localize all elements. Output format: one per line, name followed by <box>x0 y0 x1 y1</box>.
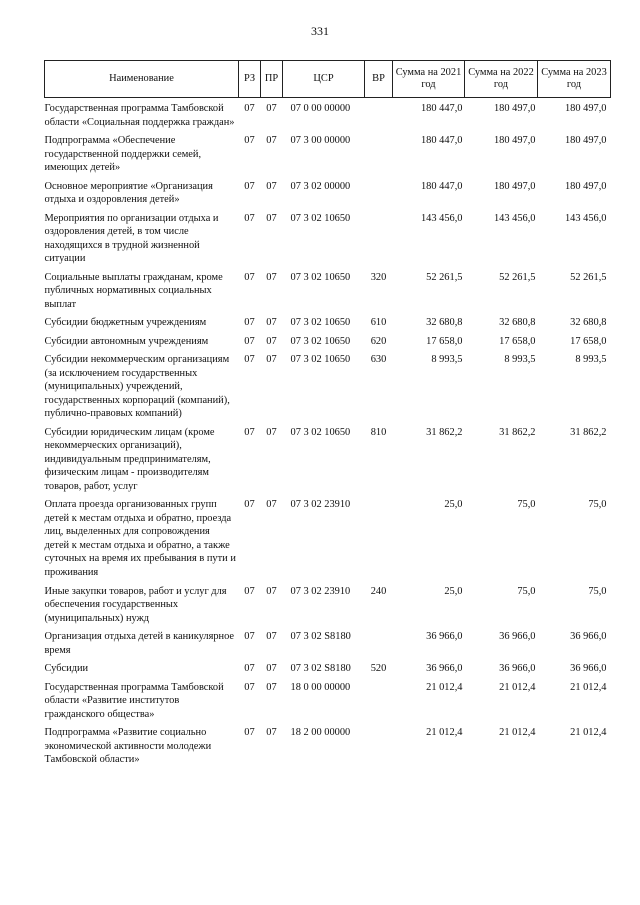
header-vr: ВР <box>365 61 393 98</box>
row-rz: 07 <box>244 335 255 347</box>
table-row <box>45 585 611 631</box>
row-sum-2022: 180 497,0 <box>493 103 536 114</box>
row-pr: 07 <box>266 271 277 283</box>
row-sum-2023: 180 497,0 <box>564 180 607 192</box>
row-name: Оплата проезда организованных групп детей к местам отдыха и обратно, проезда лиц, выделенных для сопровождения детей к местам отдыха и обратно, а также суточных на время их пребывания в пути и проживания <box>44 499 236 578</box>
row-sum-2021: 36 966,0 <box>426 631 463 643</box>
row-sum-2022: 8 993,5 <box>504 354 536 366</box>
row-rz: 07 <box>244 180 255 192</box>
row-pr: 07 <box>266 681 277 693</box>
row-sum-2022: 21 012,4 <box>499 681 536 693</box>
row-sum-2022: 36 966,0 <box>499 631 536 643</box>
row-csr: 07 3 02 10650 <box>290 212 351 224</box>
row-sum-2022: 180 497,0 <box>493 180 536 192</box>
row-sum-2021: 52 261,5 <box>426 271 463 283</box>
row-sum-2022: 36 966,0 <box>499 663 536 675</box>
row-sum-2023: 36 966,0 <box>570 631 607 643</box>
row-pr: 07 <box>266 663 277 675</box>
row-rz: 07 <box>244 631 255 643</box>
row-sum-2022: 52 261,5 <box>499 271 536 283</box>
row-name: Государственная программа Тамбовской области «Социальная поддержка граждан» <box>44 103 235 128</box>
row-name: Мероприятия по организации отдыха и оздоровления детей, в том числе находящихся в трудной жизненной ситуации <box>44 212 219 265</box>
table-row <box>45 98 611 135</box>
row-csr: 07 3 02 10650 <box>290 317 351 329</box>
row-rz: 07 <box>244 499 255 511</box>
header-sum-2023: Сумма на 2023 год <box>538 61 611 98</box>
row-vr <box>365 726 393 772</box>
row-sum-2021: 180 447,0 <box>420 135 463 147</box>
row-vr <box>365 98 393 135</box>
row-csr: 07 3 02 00000 <box>290 180 351 192</box>
table-row <box>45 726 611 772</box>
row-rz: 07 <box>244 681 255 693</box>
row-sum-2021: 25,0 <box>444 499 463 511</box>
row-pr: 07 <box>266 354 277 366</box>
row-name: Субсидии автономным учреждениям <box>44 335 209 347</box>
row-csr: 07 0 00 00000 <box>290 103 351 114</box>
row-rz: 07 <box>244 103 255 114</box>
row-pr: 07 <box>266 180 277 192</box>
row-pr: 07 <box>266 499 277 511</box>
row-vr: 320 <box>370 271 387 283</box>
row-csr: 18 0 00 00000 <box>290 681 351 693</box>
row-csr: 07 3 02 S8180 <box>290 663 351 675</box>
table-row <box>45 426 611 499</box>
row-rz: 07 <box>244 585 255 597</box>
row-sum-2023: 75,0 <box>588 499 607 511</box>
row-vr <box>365 212 393 271</box>
row-name: Иные закупки товаров, работ и услуг для обеспечения государственных (муниципальных) нужд <box>44 585 227 624</box>
row-sum-2022: 143 456,0 <box>493 212 536 224</box>
row-pr: 07 <box>266 212 277 224</box>
table-row <box>45 180 611 212</box>
table-row <box>45 271 611 317</box>
row-rz: 07 <box>244 317 255 329</box>
row-rz: 07 <box>244 426 255 438</box>
row-name: Подпрограмма «Развитие социально экономической активности молодежи Тамбовской области» <box>44 727 212 766</box>
row-name: Подпрограмма «Обеспечение государственной поддержки семей, имеющих детей» <box>44 135 202 174</box>
row-csr: 07 3 02 10650 <box>290 271 351 283</box>
row-vr: 610 <box>370 317 387 329</box>
row-vr: 810 <box>370 426 387 438</box>
row-pr: 07 <box>266 631 277 643</box>
row-csr: 07 3 00 00000 <box>290 135 351 147</box>
row-pr: 07 <box>266 135 277 147</box>
row-vr: 240 <box>370 585 387 597</box>
row-sum-2021: 8 993,5 <box>431 354 463 366</box>
row-pr: 07 <box>266 317 277 329</box>
row-sum-2021: 180 447,0 <box>420 103 463 114</box>
table-row <box>45 498 611 584</box>
row-sum-2022: 75,0 <box>517 585 536 597</box>
row-sum-2023: 180 497,0 <box>564 135 607 147</box>
row-sum-2023: 180 497,0 <box>564 103 607 114</box>
row-sum-2023: 21 012,4 <box>570 727 607 739</box>
row-sum-2023: 143 456,0 <box>564 212 607 224</box>
row-sum-2022: 75,0 <box>517 499 536 511</box>
row-vr: 620 <box>370 335 387 347</box>
page-number: 331 <box>311 24 329 38</box>
row-sum-2022: 17 658,0 <box>499 335 536 347</box>
row-sum-2022: 31 862,2 <box>499 426 536 438</box>
row-vr: 520 <box>370 663 387 675</box>
row-vr <box>365 134 393 180</box>
header-csr: ЦСР <box>283 61 365 98</box>
header-name: Наименование <box>45 61 239 98</box>
row-rz: 07 <box>244 354 255 366</box>
row-name: Субсидии <box>44 663 89 675</box>
row-name: Субсидии юридическим лицам (кроме некоммерческих организаций), индивидуальным предпринимателям, физическим лицам - производителям товаров, работ, услуг <box>44 426 215 492</box>
row-sum-2021: 143 456,0 <box>420 212 463 224</box>
row-rz: 07 <box>244 212 255 224</box>
table-row <box>45 134 611 180</box>
row-sum-2021: 25,0 <box>444 585 463 597</box>
row-csr: 07 3 02 10650 <box>290 426 351 438</box>
row-sum-2022: 180 497,0 <box>493 135 536 147</box>
row-sum-2021: 36 966,0 <box>426 663 463 675</box>
row-sum-2021: 31 862,2 <box>426 426 463 438</box>
row-name: Субсидии некоммерческим организациям (за исключением государственных (муниципальных) учреждений, государственных корпораций (компаний), публично-правовых компаний) <box>44 354 230 420</box>
row-sum-2022: 32 680,8 <box>499 317 536 329</box>
table-row <box>45 212 611 271</box>
row-sum-2022: 21 012,4 <box>499 727 536 739</box>
header-sum-2022: Сумма на 2022 год <box>465 61 538 98</box>
row-sum-2021: 17 658,0 <box>426 335 463 347</box>
row-vr <box>365 180 393 212</box>
row-vr <box>365 681 393 727</box>
row-rz: 07 <box>244 271 255 283</box>
row-csr: 07 3 02 10650 <box>290 335 351 347</box>
row-pr: 07 <box>266 103 277 114</box>
row-rz: 07 <box>244 663 255 675</box>
row-sum-2023: 75,0 <box>588 585 607 597</box>
table-row <box>45 662 611 681</box>
table-row <box>45 630 611 662</box>
header-pr: ПР <box>261 61 283 98</box>
row-csr: 07 3 02 23910 <box>290 585 351 597</box>
table-body <box>45 98 611 772</box>
row-pr: 07 <box>266 727 277 739</box>
row-rz: 07 <box>244 135 255 147</box>
row-vr <box>365 498 393 584</box>
row-name: Субсидии бюджетным учреждениям <box>44 317 207 329</box>
table-row <box>45 316 611 335</box>
row-sum-2023: 36 966,0 <box>570 663 607 675</box>
row-sum-2021: 32 680,8 <box>426 317 463 329</box>
row-csr: 07 3 02 10650 <box>290 354 351 366</box>
row-pr: 07 <box>266 585 277 597</box>
row-name: Организация отдыха детей в каникулярное время <box>44 631 235 656</box>
header-rz: РЗ <box>239 61 261 98</box>
row-sum-2023: 8 993,5 <box>575 354 607 366</box>
row-csr: 18 2 00 00000 <box>290 727 351 739</box>
row-pr: 07 <box>266 426 277 438</box>
row-vr: 630 <box>370 354 387 366</box>
row-sum-2021: 21 012,4 <box>426 727 463 739</box>
row-pr: 07 <box>266 335 277 347</box>
row-name: Государственная программа Тамбовской области «Развитие институтов гражданского общества» <box>44 681 224 720</box>
row-rz: 07 <box>244 727 255 739</box>
row-sum-2023: 21 012,4 <box>570 681 607 693</box>
row-sum-2023: 17 658,0 <box>570 335 607 347</box>
row-sum-2023: 52 261,5 <box>570 271 607 283</box>
row-sum-2021: 180 447,0 <box>420 180 463 192</box>
table-row <box>45 353 611 426</box>
row-sum-2023: 31 862,2 <box>570 426 607 438</box>
row-csr: 07 3 02 S8180 <box>290 631 351 643</box>
table-header-row <box>45 61 611 98</box>
row-name: Социальные выплаты гражданам, кроме публичных нормативных социальных выплат <box>44 271 223 310</box>
table-row <box>45 681 611 727</box>
row-name: Основное мероприятие «Организация отдыха и оздоровления детей» <box>44 180 213 206</box>
row-sum-2021: 21 012,4 <box>426 681 463 693</box>
row-csr: 07 3 02 23910 <box>290 499 351 511</box>
budget-table <box>44 60 611 772</box>
row-vr <box>365 630 393 662</box>
header-sum-2021: Сумма на 2021 год <box>393 61 465 98</box>
table-row <box>45 335 611 354</box>
row-sum-2023: 32 680,8 <box>570 317 607 329</box>
